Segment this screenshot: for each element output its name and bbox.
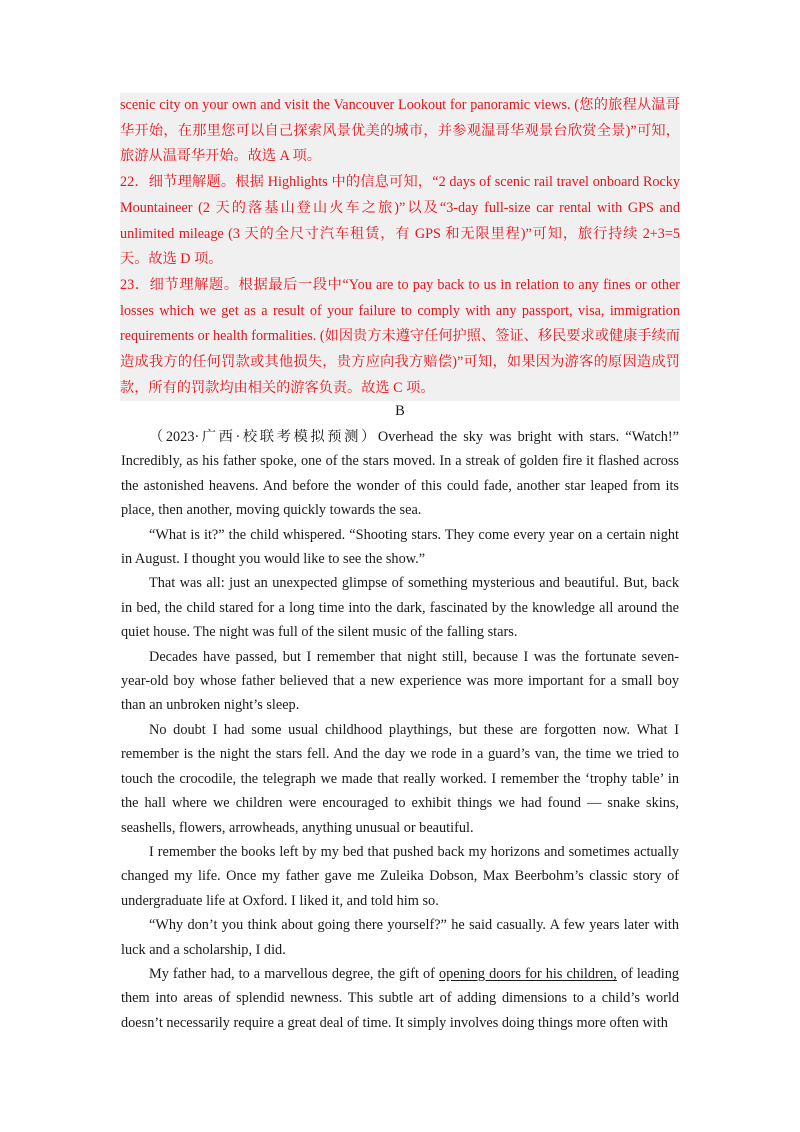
underlined-phrase: opening doors for his children, xyxy=(439,965,617,982)
answer-23: 23．细节理解题。根据最后一段中“You are to pay back to us in relation to any fines or other losses which we get as a result of your failure to comply with any passport, visa, immigration requirements or health formalities. (如因贵方未遵守任何护照、签证、移民要求或健康手续而造成我方的任何罚款或其他损失，贵方应向我方赔偿)”可知，如果因为游客的原因造成罚款，所有的罚款均由相关的游客负责。故选 C 项。 xyxy=(120,276,680,396)
section-heading: B xyxy=(395,403,405,419)
answer-explanations xyxy=(120,93,680,401)
passage-paragraph: “Why don’t you think about going there yourself?” he said casually. A few years later with luck and a scholarship, I did. xyxy=(121,917,679,958)
paragraph-text: of leading them into areas of splendid newness. This subtle art of adding dimensions to a child’s world doesn’t necessarily require a great deal of time. It simply involves doing things more often with xyxy=(121,965,680,1031)
passage-paragraph: （2023·广西·校联考模拟预测）Overhead the sky was bright with stars. “Watch!” Incredibly, as his father spoke, one of the stars moved. In a streak of golden fire it flashed across the astonished heavens. And before the wonder of this could fade, another star leaped from its place, then another, moving quickly towards the sea. xyxy=(121,429,679,519)
passage-paragraph: Decades have passed, but I remember that night still, because I was the fortunate seven-year-old boy whose father believed that a new experience was more important for a small boy than an unbroken night’s sleep. xyxy=(121,648,679,714)
paragraph-text: My father had, to a marvellous degree, the gift of xyxy=(149,965,439,982)
answer-22: 22．细节理解题。根据 Highlights 中的信息可知，“2 days of scenic rail travel onboard Rocky Mountaineer (2 天的落基山登山火车之旅)”以及“3-day full-size car rental with GPS and unlimited mileage (3 天的全尺寸汽车租赁，有 GPS 和无限里程)”可知，旅行持续 2+3=5 天。故选 D 项。 xyxy=(120,174,680,268)
passage-paragraph xyxy=(121,962,679,1035)
answer-21-continuation: scenic city on your own and visit the Vancouver Lookout for panoramic views. (您的旅程从温哥华开始，在那里您可以自己探索风景优美的城市，并参观温哥华观景台欣赏全景)”可知，旅游从温哥华开始。故选 A 项。 xyxy=(120,97,680,165)
reading-passage xyxy=(121,425,679,1035)
passage-paragraph: That was all: just an unexpected glimpse of something mysterious and beautiful. But, back in bed, the child stared for a long time into the dark, fascinated by the knowledge all around the quiet house. The night was full of the silent music of the falling stars. xyxy=(121,575,679,641)
passage-paragraph: “What is it?” the child whispered. “Shooting stars. They come every year on a certain night in August. I thought you would like to see the show.” xyxy=(121,526,679,568)
passage-paragraph: I remember the books left by my bed that pushed back my horizons and sometimes actually changed my life. Once my father gave me Zuleika Dobson, Max Beerbohm’s classic story of undergraduate life at Oxford. I liked it, and told him so. xyxy=(121,843,679,909)
passage-paragraph: No doubt I had some usual childhood playthings, but these are forgotten now. What I remember is the night the stars fell. And the day we rode in a guard’s van, the time we tried to touch the crocodile, the telegraph we made that really worked. I remember the ‘trophy table’ in the hall where we children were encouraged to exhibit things we had found — snake skins, seashells, flowers, arrowheads, anything unusual or beautiful. xyxy=(121,721,679,836)
